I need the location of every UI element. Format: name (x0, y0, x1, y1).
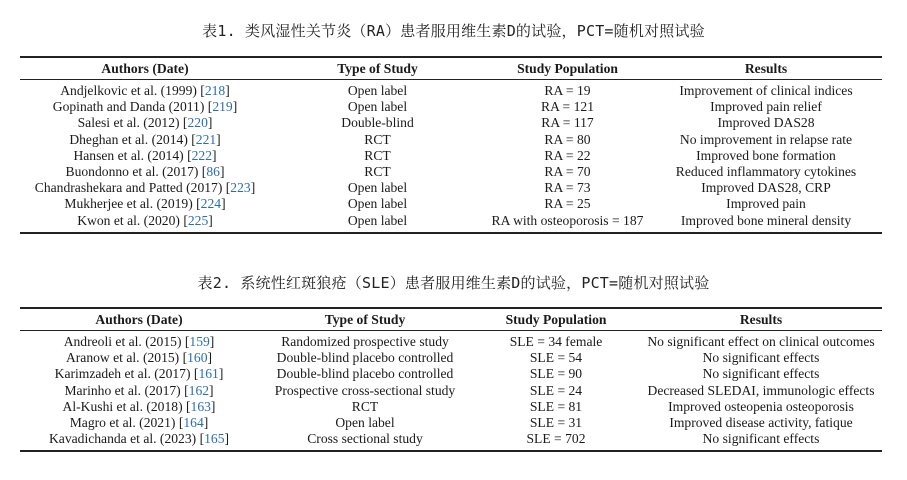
bracket: ] (232, 99, 238, 115)
study-population-cell: RA = 25 (544, 196, 591, 212)
result-cell: Improved pain relief (710, 99, 822, 115)
study-type-cell: RCT (351, 398, 379, 414)
bracket: ] (210, 398, 216, 414)
author-text: Salesi et al. (2012) [ (77, 115, 188, 131)
result-cell: No significant effects (702, 350, 820, 366)
author-text: Andjelkovic et al. (1999) [ (60, 83, 205, 99)
author-text: Mukherjee et al. (2019) [ (64, 196, 201, 212)
bracket: ] (207, 115, 213, 131)
column-header: Authors (Date) (101, 60, 189, 76)
table-row (20, 115, 882, 131)
bracket: ] (224, 431, 230, 447)
table-row (20, 383, 882, 399)
study-type-cell: RCT (364, 147, 391, 163)
study-type-cell: Open label (347, 83, 408, 99)
study-population-cell: RA = 121 (541, 99, 594, 115)
author-cell (20, 148, 270, 164)
bracket: ] (208, 212, 213, 228)
author-text: Al-Kushi et al. (2018) [ (62, 398, 191, 414)
reference-link[interactable]: 160 (187, 350, 208, 366)
column-header: Results (739, 311, 783, 327)
column-header: Results (744, 60, 788, 76)
author-cell (20, 431, 258, 451)
column-header: Study Population (505, 311, 607, 327)
table-row (20, 148, 882, 164)
table-row (20, 431, 882, 451)
table-row (20, 399, 882, 415)
result-cell: Improved disease activity, fatique (669, 415, 853, 431)
study-type-cell: Randomized prospective study (281, 334, 449, 350)
author-cell (20, 80, 270, 100)
study-population-cell: RA = 70 (544, 164, 591, 180)
table-row (20, 331, 882, 351)
bracket: ] (207, 350, 213, 366)
reference-link[interactable]: 165 (204, 431, 225, 447)
study-population-cell: RA = 117 (541, 115, 594, 131)
author-cell (20, 132, 270, 148)
study-type-cell: Open label (347, 180, 408, 196)
table-row (20, 164, 882, 180)
study-population-cell: SLE = 24 (529, 382, 583, 398)
author-cell (20, 415, 258, 431)
reference-link[interactable]: 219 (212, 99, 233, 115)
reference-link[interactable]: 224 (200, 196, 222, 212)
reference-link[interactable]: 163 (190, 398, 211, 414)
bracket: ] (203, 415, 209, 431)
reference-link[interactable]: 162 (188, 382, 210, 398)
bracket: ] (225, 83, 230, 99)
study-population-cell: SLE = 34 female (509, 334, 603, 350)
table-header-row (20, 57, 882, 80)
author-text: Hansen et al. (2014) [ (73, 147, 192, 163)
bracket: ] (219, 164, 225, 180)
result-cell: Reduced inflammatory cytokines (675, 164, 857, 180)
bracket: ] (250, 180, 256, 196)
study-population-cell: SLE = 54 (529, 350, 583, 366)
study-population-cell: RA = 80 (544, 131, 591, 147)
result-cell: No significant effect on clinical outcomes (647, 334, 875, 350)
reference-link[interactable]: 159 (189, 334, 210, 350)
study-type-cell: RCT (364, 164, 391, 180)
table1-caption: 表1. 类风湿性关节炎（RA）患者服用维生素D的试验，PCT=随机对照试验 (202, 22, 705, 40)
column-header: Type of Study (337, 60, 418, 76)
result-cell: Improved DAS28 (717, 115, 815, 131)
result-cell: No significant effects (702, 431, 820, 447)
author-text: Karimzadeh et al. (2017) [ (54, 366, 199, 382)
reference-link[interactable]: 86 (206, 164, 220, 180)
author-cell (20, 164, 270, 180)
result-cell: No improvement in relapse rate (679, 131, 853, 147)
bracket: ] (209, 382, 214, 398)
author-cell (20, 213, 270, 233)
study-type-cell: Open label (335, 415, 395, 431)
reference-link[interactable]: 221 (195, 131, 217, 147)
author-text: Marinho et al. (2017) [ (64, 382, 189, 398)
reference-link[interactable]: 164 (183, 415, 204, 431)
result-cell: Improvement of clinical indices (679, 83, 853, 99)
study-population-cell: SLE = 702 (526, 431, 586, 447)
result-cell: Improved pain (726, 196, 806, 212)
study-type-cell: Open label (347, 99, 408, 115)
author-text: Buondonno et al. (2017) [ (65, 164, 207, 180)
author-cell (20, 196, 270, 212)
author-text: Andreoli et al. (2015) [ (63, 334, 190, 350)
author-cell (20, 399, 258, 415)
table-row (20, 213, 882, 233)
author-cell (20, 350, 258, 366)
author-cell (20, 115, 270, 131)
result-cell: Improved bone formation (696, 147, 836, 163)
reference-link[interactable]: 161 (198, 366, 219, 382)
bracket: ] (221, 196, 226, 212)
table-row (20, 350, 882, 366)
study-population-cell: RA = 73 (544, 180, 591, 196)
table-row (20, 196, 882, 212)
author-text: Magro et al. (2021) [ (69, 415, 184, 431)
table-row (20, 366, 882, 382)
author-text: Kavadichanda et al. (2023) [ (48, 431, 205, 447)
study-population-cell: RA = 19 (544, 83, 591, 99)
study-type-cell: Prospective cross-sectional study (274, 382, 456, 398)
study-type-cell: Open label (347, 196, 408, 212)
table-row (20, 415, 882, 431)
ra-trials-table (20, 56, 882, 234)
reference-link[interactable]: 220 (187, 115, 208, 131)
column-header: Type of Study (324, 311, 406, 327)
bracket: ] (212, 147, 217, 163)
author-cell (20, 383, 258, 399)
table-row (20, 80, 882, 100)
table-row (20, 180, 882, 196)
reference-link[interactable]: 223 (230, 180, 251, 196)
study-population-cell: RA with osteoporosis = 187 (491, 212, 644, 228)
reference-link[interactable]: 222 (191, 147, 212, 163)
author-text: Aranow et al. (2015) [ (65, 350, 188, 366)
bracket: ] (218, 366, 224, 382)
study-type-cell: Double-blind placebo controlled (276, 366, 454, 382)
study-population-cell: RA = 22 (544, 147, 591, 163)
result-cell: Improved DAS28, CRP (701, 180, 831, 196)
sle-trials-table (20, 307, 882, 452)
study-population-cell: SLE = 90 (529, 366, 583, 382)
table-row (20, 132, 882, 148)
column-header: Study Population (517, 60, 618, 76)
result-cell: Decreased SLEDAI, immunologic effects (647, 382, 875, 398)
result-cell: Improved bone mineral density (680, 212, 852, 228)
author-text: Gopinath and Danda (2011) [ (52, 99, 213, 115)
author-text: Kwon et al. (2020) [ (77, 212, 188, 228)
study-type-cell: Cross sectional study (307, 431, 423, 447)
table2-caption: 表2. 系统性红斑狼疮（SLE）患者服用维生素D的试验，PCT=随机对照试验 (197, 274, 710, 292)
column-header: Authors (Date) (95, 311, 183, 327)
study-population-cell: SLE = 81 (529, 398, 583, 414)
author-text: Dheghan et al. (2014) [ (69, 131, 196, 147)
table-header-row (20, 308, 882, 331)
result-cell: Improved osteopenia osteoporosis (668, 398, 854, 414)
study-population-cell: SLE = 31 (529, 415, 583, 431)
study-type-cell: Open label (347, 212, 408, 228)
reference-link[interactable]: 218 (204, 83, 226, 99)
author-cell (20, 99, 270, 115)
table-row (20, 99, 882, 115)
author-text: Chandrashekara and Patted (2017) [ (34, 180, 231, 196)
author-cell (20, 366, 258, 382)
reference-link[interactable]: 225 (187, 212, 209, 228)
study-type-cell: Double-blind (341, 115, 414, 131)
study-type-cell: RCT (364, 131, 391, 147)
result-cell: No significant effects (702, 366, 820, 382)
study-type-cell: Double-blind placebo controlled (276, 350, 454, 366)
author-cell (20, 331, 258, 351)
author-cell (20, 180, 270, 196)
bracket: ] (216, 131, 221, 147)
bracket: ] (209, 334, 215, 350)
